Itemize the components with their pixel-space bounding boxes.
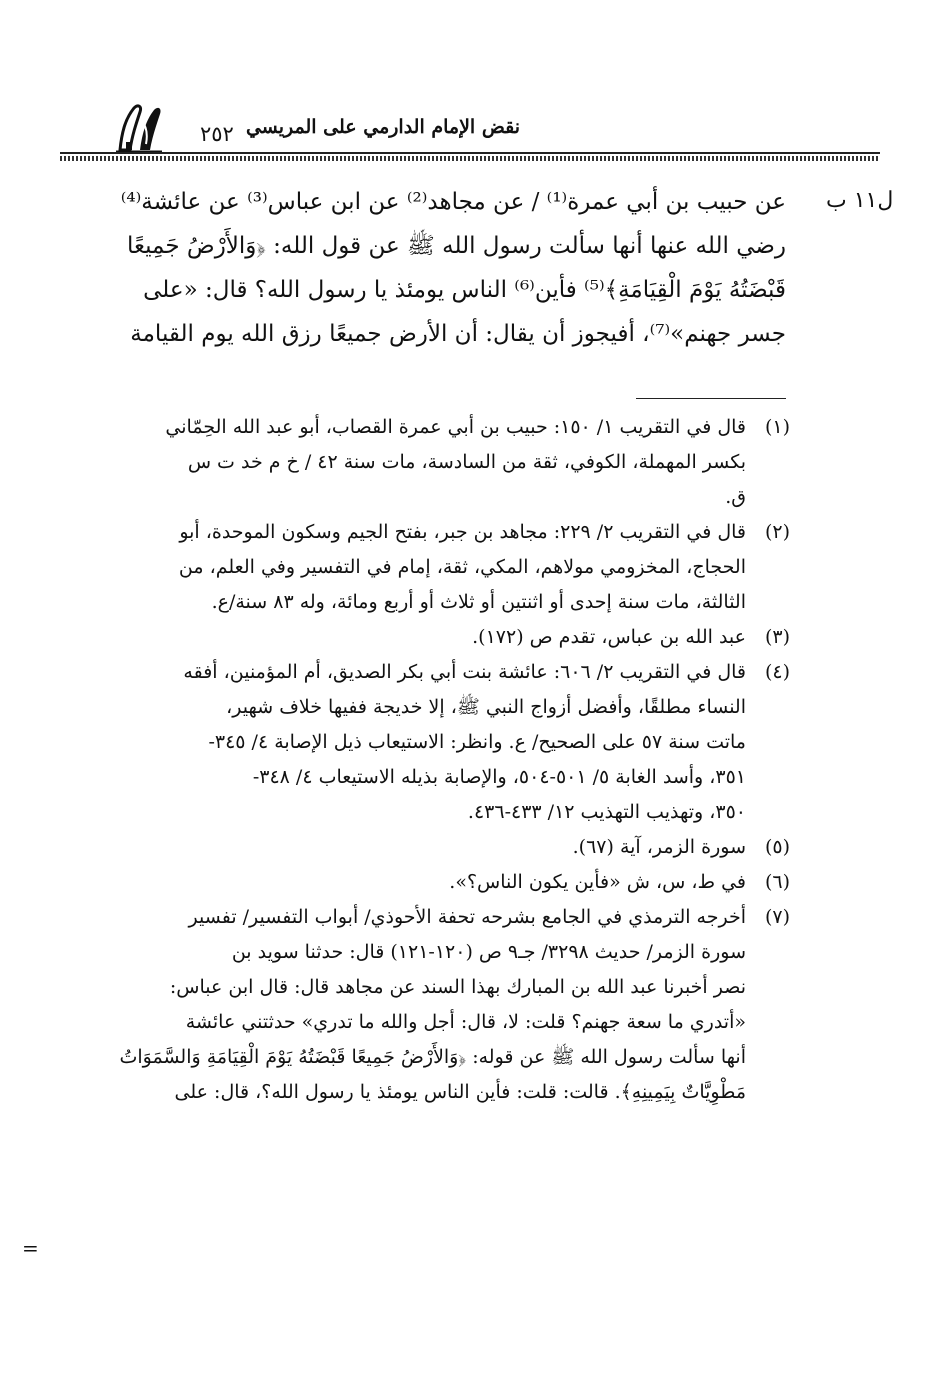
footnote-7 [60,900,790,1110]
running-title: نقض الإمام الدارمي على المريسي [245,116,520,138]
continuation-mark: = [22,1236,39,1260]
footnote-line: «أتدري ما سعة جهنم؟ قلت: لا، قال: أجل والله ما تدري» حدثتني عائشة [185,1011,746,1033]
footnote-line: قال في التقريب ١/ ١٥٠: حبيب بن أبي عمرة القصاب، أبو عبد الله الحِمّاني [165,416,746,438]
footnote-number: (٧) [764,906,790,928]
footnote-number: (٥) [764,836,790,858]
footnote-3 [60,620,790,655]
calligraphy-pen-icon [112,100,166,158]
footnote-separator [636,398,786,399]
footnotes [60,410,790,1110]
footnote-line: مَطْوِيَّاتٌ بِيَمِينِهِ﴾. قالت: قلت: فأين الناس يومئذ يا رسول الله؟، قال: على [174,1081,746,1103]
footnote-line: أنها سألت رسول الله ﷺ عن قوله: ﴿وَالأَرْضُ جَمِيعًا قَبْضَتُهُ يَوْمَ الْقِيَامَةِ وَالسَّمَوَاتُ [119,1046,746,1068]
footnote-line: عبد الله بن عباس، تقدم ص (١٧٢). [472,626,746,648]
footnote-number: (٣) [764,626,790,648]
footnote-line: الحجاج، المخزومي مولاهم، المكي، ثقة، إمام في التفسير وفي العلم، من [178,556,746,578]
footnote-line: ق. [725,486,746,508]
footnote-line: النساء مطلقًا، وأفضل أزواج النبي ﷺ، إلا خديجة ففيها خلاف شهير، [226,696,746,718]
footnote-line: سورة الزمر، آية (٦٧). [572,836,746,858]
header-dotted-rule [60,156,880,161]
main-text [64,180,786,356]
footnote-line: ماتت سنة ٥٧ على الصحيح/ ع. وانظر: الاستيعاب ذيل الإصابة ٤/ ٣٤٥- [208,731,746,753]
footnote-1 [60,410,790,515]
main-text-line: رضي الله عنها أنها سألت رسول الله ﷺ عن قول الله: ﴿وَالأَرْضُ جَمِيعًا [127,233,786,259]
main-text-line: جسر جهنم»⁽⁷⁾، أفيجوز أن يقال: أن الأرض جميعًا رزق الله يوم القيامة [130,321,786,347]
page-number: ٢٥٢ [200,122,234,146]
footnote-line: قال في التقريب ٢/ ٦٠٦: عائشة بنت أبي بكر الصديق، أم المؤمنين، أفقه [183,661,746,683]
footnote-line: قال في التقريب ٢/ ٢٢٩: مجاهد بن جبر، بفتح الجيم وسكون الموحدة، أبو [179,521,746,543]
footnote-line: الثالثة، مات سنة إحدى أو اثنتين أو ثلاث أو أربع ومائة، وله ٨٣ سنة/ع. [211,591,746,613]
main-text-line: قَبْضَتُهُ يَوْمَ الْقِيَامَةِ﴾⁽⁵⁾ فأين⁽⁶⁾ الناس يومئذ يا رسول الله؟ قال: «على [143,277,786,303]
manuscript-folio-note: ل١١ ب [826,188,894,213]
footnote-number: (٦) [764,871,790,893]
footnote-6 [60,865,790,900]
footnote-line: أخرجه الترمذي في الجامع بشرحه تحفة الأحوذي/ أبواب التفسير/ تفسير [188,906,746,928]
footnote-5 [60,830,790,865]
footnote-line: نصر أخبرنا عبد الله بن المبارك بهذا السند عن مجاهد قال: قال ابن عباس: [169,976,746,998]
footnote-line: بكسر المهملة، الكوفي، ثقة من السادسة، مات سنة ٤٢ / خ م خد ت س [187,451,746,473]
footnote-4 [60,655,790,830]
footnote-line: في ط، س، ش «فأين يكون الناس؟». [449,871,746,893]
footnote-line: ٣٥١، وأسد الغابة ٥/ ٥٠١-٥٠٤، والإصابة بذيله الاستيعاب ٤/ ٣٤٨- [252,766,746,788]
footnote-number: (٤) [764,661,790,683]
page-header [60,100,880,160]
footnote-line: سورة الزمر/ حديث ٣٢٩٨/ جـ٩ ص (١٢٠-١٢١) قال: حدثنا سويد بن [231,941,746,963]
header-rule [60,152,880,154]
footnote-number: (١) [764,416,790,438]
footnote-line: ٣٥٠، وتهذيب التهذيب ١٢/ ٤٣٣-٤٣٦. [467,801,746,823]
main-text-line: عن حبيب بن أبي عمرة⁽¹⁾ / عن مجاهد⁽²⁾ عن ابن عباس⁽³⁾ عن عائشة⁽⁴⁾ [120,189,786,215]
footnote-number: (٢) [764,521,790,543]
footnote-2 [60,515,790,620]
